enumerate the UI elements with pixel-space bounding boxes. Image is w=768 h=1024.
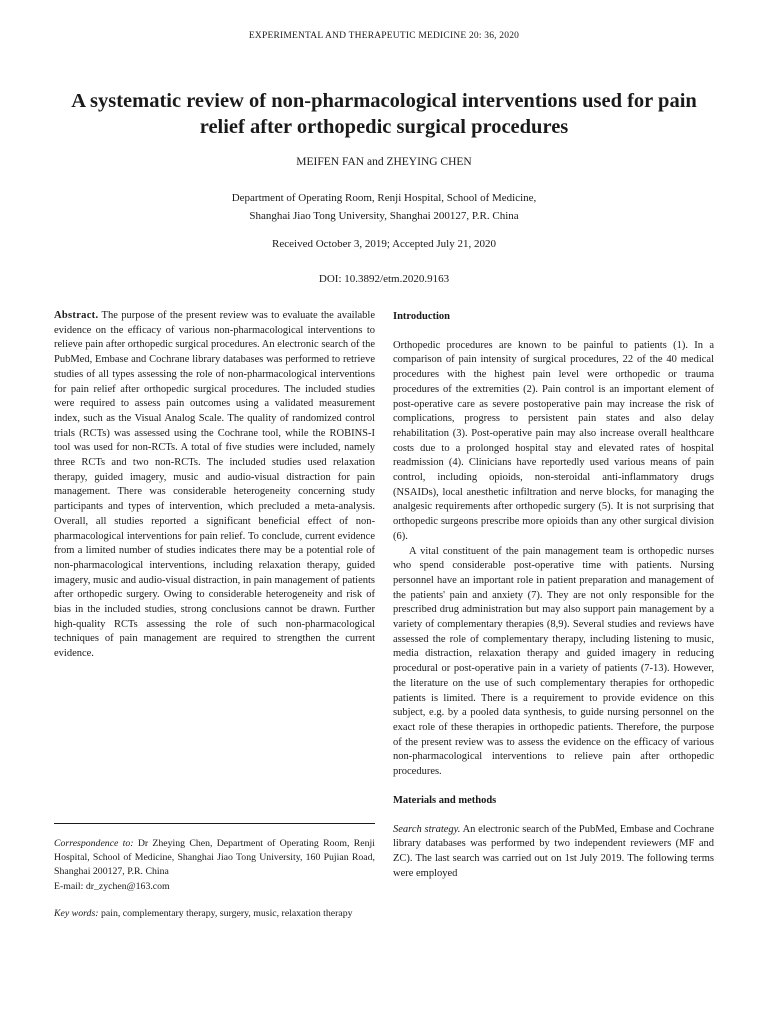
correspondence: [54, 837, 375, 894]
affiliation-line-1: Department of Operating Room, Renji Hospital, School of Medicine,: [231, 192, 537, 204]
affiliation: [0, 189, 768, 225]
methods-heading: Materials and methods: [393, 794, 497, 806]
doi: DOI: 10.3892/etm.2020.9163: [318, 273, 450, 285]
abstract: [54, 309, 375, 662]
correspondence-label: Correspondence to:: [54, 838, 134, 849]
correspondence-text: Dr Zheying Chen, Department of Operating Room, Renji Hospital, School of Medicine, Shanghai Jiao Tong University, 160 Pujian Road, Shanghai 200127, P.R. China: [54, 838, 375, 878]
introduction-heading: Introduction: [393, 311, 450, 322]
received-accepted-dates: Received October 3, 2019; Accepted July 21, 2020: [272, 238, 496, 250]
authors: MEIFEN FAN and ZHEYING CHEN: [296, 156, 472, 168]
affiliation-line-2: Shanghai Jiao Tong University, Shanghai 200127, P.R. China: [249, 210, 519, 222]
article-title: A systematic review of non-pharmacological interventions used for pain relief after orthopedic surgical procedures: [71, 90, 697, 138]
footnote-divider: [54, 823, 375, 824]
search-strategy-subhead: Search strategy.: [393, 823, 461, 835]
keywords: [54, 907, 375, 921]
keywords-label: Key words:: [54, 908, 99, 919]
introduction-paragraph-1: Orthopedic procedures are known to be painful to patients (1). In a comparison of pain intensity of surgical procedures, 22 of the 40 medical procedures with the highest pain level were orthopedic or trauma procedures of the extremities (2). Pain control is an important element of post-operative care as severe postoperative pain may increase the risk of complications, progress to persistent pain states and also delay rehabilitation (3). Post-operative pain may also increase overall healthcare costs due to a prolonged hospital stay and elevated rates of hospital readmission (4). Clinicians have reportedly used various means of pain control, including opioids, non-steroidal anti-inflammatory drugs (NSAIDs), local anesthetic infiltration and nerve blocks, for managing the analgesic requirements after orthopedic surgery (5). It is not surprising that orthopedic surgeons prescribe more opioids than any other surgical division (6).: [393, 339, 714, 542]
abstract-label: Abstract.: [54, 310, 99, 321]
introduction-paragraph-2: A vital constituent of the pain management team is orthopedic nurses who spend considerable post-operative time with patients. Nursing personnel have an important role in patient preparation and management of the patients' pain and anxiety (7). They are not only responsible for the prescribed drug administration but may also support pain management by a variety of complementary therapies (8,9). Several studies and reviews have assessed the role of complementary therapy, including listening to music, media distraction, relaxation therapy and guided imagery in reducing procedural or post-operative pain in a variety of patients (7-13). However, the literature on the use of such complementary therapies for orthopedic patients is limited. There is a requirement to provide evidence on this subject, e.g. by a pooled data synthesis, to guide nursing personnel on the exact role of these therapies in orthopedic patients. Therefore, the purpose of the present review was to assess the evidence on the efficacy of various non-pharmacological interventions to relieve pain after orthopedic procedures.: [393, 545, 714, 778]
running-head: EXPERIMENTAL AND THERAPEUTIC MEDICINE 20: 36, 2020: [248, 31, 520, 41]
abstract-text: The purpose of the present review was to evaluate the available evidence on the efficacy of various non-pharmacological interventions to relieve pain after orthopedic surgical procedures. An electronic search of the PubMed, Embase and Cochrane library databases was performed to retrieve studies of all types assessing the role of non-pharmacological interventions for pain relief after orthopedic surgical procedures. The included studies were required to assess pain outcomes using a validated measurement index, such as the Visual Analog Scale. The quality of randomized control trials (RCTs) was assessed using the Cochrane tool, while the ROBINS-I tool was used for non-RCTs. A total of five studies were included, namely three RCTs and two non-RCTs. The included studies used relaxation therapy, guided imagery, music and audio-visual distraction for pain management. There was considerable heterogeneity concerning study participants and types of intervention, which precluded a meta-analysis. Overall, all studies reported a significant beneficial effect of non-pharmacological interventions for pain relief. To conclude, current evidence from a limited number of studies indicates there may be a potential role of non-pharmacological interventions, including relaxation therapy, guided imagery, music and audio-visual distraction, in pain management of patients after orthopedic surgery. Owing to considerable heterogeneity and risk of bias in the included studies, strong conclusions cannot be drawn. Further high-quality RCTs assessing the role of such non-pharmacological techniques of pain management are required to strengthen the current evidence.: [54, 310, 375, 660]
methods-text: An electronic search of the PubMed, Embase and Cochrane library databases was performed by two independent reviewers (MF and ZC). The last search was carried out on 1st July 2019. The following terms were employed: [393, 823, 715, 879]
body-column: [393, 310, 714, 881]
keywords-text: pain, complementary therapy, surgery, music, relaxation therapy: [101, 908, 353, 919]
abstract-column: [54, 309, 375, 662]
correspondence-email: E-mail: dr_zychen@163.com: [54, 880, 170, 892]
methods-paragraph: [393, 823, 714, 882]
